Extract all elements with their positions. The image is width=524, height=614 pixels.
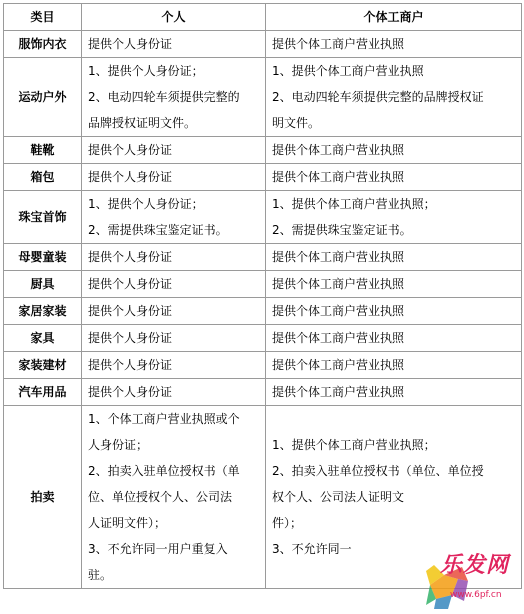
- individual-requirement-cell: [82, 31, 266, 58]
- category-cell: 箱包: [4, 164, 82, 191]
- requirement-line: 明文件。: [272, 116, 321, 130]
- requirement-line: 提供个体工商户营业执照: [272, 143, 405, 157]
- business-requirement-cell: [266, 164, 522, 191]
- individual-requirement-cell: [82, 406, 266, 589]
- table-row: [4, 137, 522, 164]
- requirement-line: 提供个人身份证: [88, 331, 173, 345]
- header-business: 个体工商户: [266, 4, 522, 31]
- requirement-line: 2、拍卖入驻单位授权书（单: [88, 464, 240, 478]
- individual-requirement-cell: [82, 352, 266, 379]
- table-row: [4, 191, 522, 244]
- category-cell: 家具: [4, 325, 82, 352]
- individual-requirement-cell: [82, 379, 266, 406]
- individual-requirement-cell: [82, 325, 266, 352]
- individual-requirement-cell: [82, 164, 266, 191]
- requirement-line: 1、提供个体工商户营业执照: [272, 64, 424, 78]
- requirement-line: 1、提供个人身份证；: [88, 197, 204, 211]
- requirement-line: 提供个体工商户营业执照: [272, 37, 405, 51]
- requirements-table: [3, 3, 522, 589]
- requirement-line: 提供个人身份证: [88, 358, 173, 372]
- table-row: [4, 271, 522, 298]
- requirement-line: 1、提供个体工商户营业执照；: [272, 438, 436, 452]
- business-requirement-cell: [266, 298, 522, 325]
- category-cell: 服饰内衣: [4, 31, 82, 58]
- requirement-line: 2、需提供珠宝鉴定证书。: [272, 223, 412, 237]
- category-cell: 汽车用品: [4, 379, 82, 406]
- requirement-line: 提供个体工商户营业执照: [272, 385, 405, 399]
- business-requirement-cell: [266, 31, 522, 58]
- category-cell: 拍卖: [4, 406, 82, 589]
- requirement-line: 提供个人身份证: [88, 37, 173, 51]
- category-cell: 珠宝首饰: [4, 191, 82, 244]
- requirement-line: 提供个人身份证: [88, 170, 173, 184]
- category-cell: 家居家装: [4, 298, 82, 325]
- business-requirement-cell: [266, 352, 522, 379]
- individual-requirement-cell: [82, 298, 266, 325]
- category-cell: 家装建材: [4, 352, 82, 379]
- requirement-line: 提供个体工商户营业执照: [272, 304, 405, 318]
- requirement-line: 提供个人身份证: [88, 385, 173, 399]
- business-requirement-cell: [266, 379, 522, 406]
- requirement-line: 2、电动四轮车须提供完整的品牌授权证: [272, 90, 484, 104]
- table-header-row: [4, 4, 522, 31]
- table-row: [4, 352, 522, 379]
- requirement-line: 1、提供个人身份证；: [88, 64, 204, 78]
- table-row: [4, 58, 522, 137]
- requirement-line: 1、个体工商户营业执照或个: [88, 412, 240, 426]
- header-individual: 个人: [82, 4, 266, 31]
- business-requirement-cell: [266, 271, 522, 298]
- requirement-line: 2、拍卖入驻单位授权书（单位、单位授: [272, 464, 484, 478]
- individual-requirement-cell: [82, 58, 266, 137]
- requirement-line: 提供个人身份证: [88, 250, 173, 264]
- business-requirement-cell: [266, 325, 522, 352]
- individual-requirement-cell: [82, 244, 266, 271]
- business-requirement-cell: [266, 58, 522, 137]
- requirement-line: 3、不允许同一: [272, 542, 352, 556]
- requirement-line: 件）；: [272, 516, 303, 530]
- business-requirement-cell: [266, 137, 522, 164]
- requirement-line: 2、电动四轮车须提供完整的: [88, 90, 240, 104]
- requirement-line: 2、需提供珠宝鉴定证书。: [88, 223, 228, 237]
- business-requirement-cell: [266, 244, 522, 271]
- header-category: 类目: [4, 4, 82, 31]
- requirement-line: 提供个人身份证: [88, 143, 173, 157]
- category-cell: 母婴童装: [4, 244, 82, 271]
- table-row: [4, 298, 522, 325]
- requirement-line: 提供个人身份证: [88, 304, 173, 318]
- individual-requirement-cell: [82, 137, 266, 164]
- category-cell: 厨具: [4, 271, 82, 298]
- individual-requirement-cell: [82, 191, 266, 244]
- requirement-line: 人身份证；: [88, 438, 149, 452]
- watermark-url: www.6pf.cn: [450, 590, 502, 600]
- table-row: [4, 379, 522, 406]
- requirement-line: 提供个体工商户营业执照: [272, 277, 405, 291]
- category-cell: 鞋靴: [4, 137, 82, 164]
- requirement-line: 提供个体工商户营业执照: [272, 358, 405, 372]
- requirement-line: 人证明文件）；: [88, 516, 167, 530]
- category-cell: 运动户外: [4, 58, 82, 137]
- requirement-line: 提供个人身份证: [88, 277, 173, 291]
- watermark-text: 乐发网: [440, 552, 510, 578]
- table-body: [4, 31, 522, 589]
- requirement-line: 提供个体工商户营业执照: [272, 331, 405, 345]
- requirement-line: 1、提供个体工商户营业执照；: [272, 197, 436, 211]
- table-row: [4, 31, 522, 58]
- requirement-line: 品牌授权证明文件。: [88, 116, 197, 130]
- table-row: [4, 325, 522, 352]
- requirement-line: 权个人、公司法人证明文: [272, 490, 405, 504]
- table-row: [4, 244, 522, 271]
- requirement-line: 驻。: [88, 568, 113, 582]
- requirement-line: 提供个体工商户营业执照: [272, 250, 405, 264]
- requirement-line: 位、单位授权个人、公司法: [88, 490, 233, 504]
- requirement-line: 3、不允许同一用户重复入: [88, 542, 228, 556]
- business-requirement-cell: [266, 191, 522, 244]
- individual-requirement-cell: [82, 271, 266, 298]
- table-row: [4, 164, 522, 191]
- requirement-line: 提供个体工商户营业执照: [272, 170, 405, 184]
